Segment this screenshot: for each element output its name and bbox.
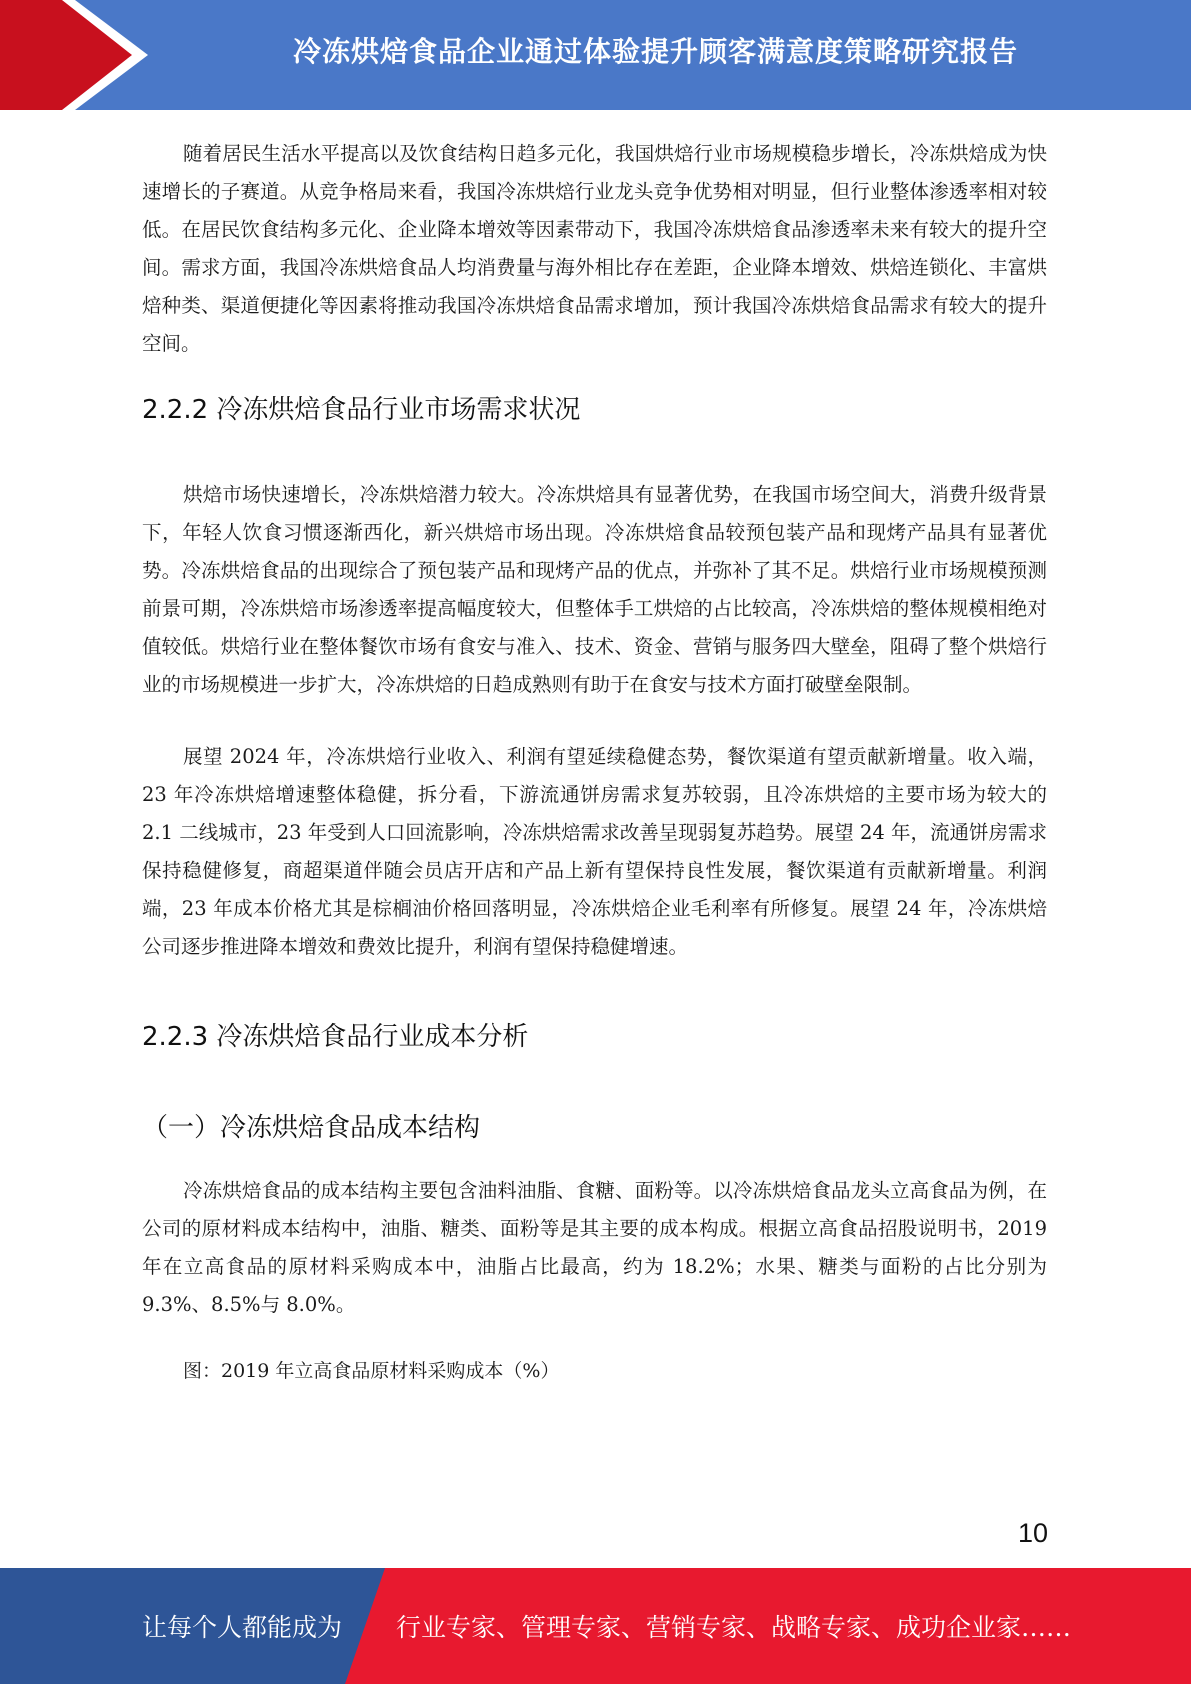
section-heading-2-2-2: 2.2.2 冷冻烘焙食品行业市场需求状况 — [142, 395, 581, 425]
body-paragraph: 冷冻烘焙食品的成本结构主要包含油料油脂、食糖、面粉等。以冷冻烘焙食品龙头立高食品为例，在公司的原材料成本结构中，油脂、糖类、面粉等是其主要的成本构成。根据立高食品招股说明书，2019 年在立高食品的原材料采购成本中，油脂占比最高，约为 18.2%；水果、糖类与面粉的占比分别为 9.3%、8.5%与 8.0%。 — [142, 1179, 1047, 1316]
body-paragraph: 烘焙市场快速增长，冷冻烘焙潜力较大。冷冻烘焙具有显著优势，在我国市场空间大，消费升级背景下，年轻人饮食习惯逐渐西化，新兴烘焙市场出现。冷冻烘焙食品较预包装产品和现烤产品具有显著优势。冷冻烘焙食品的出现综合了预包装产品和现烤产品的优点，并弥补了其不足。烘焙行业市场规模预测前景可期，冷冻烘焙市场渗透率提高幅度较大，但整体手工烘焙的占比较高，冷冻烘焙的整体规模相绝对值较低。烘焙行业在整体餐饮市场有食安与准入、技术、资金、营销与服务四大壁垒，阻碍了整个烘焙行业的市场规模进一步扩大，冷冻烘焙的日趋成熟则有助于在食安与技术方面打破壁垒限制。 — [142, 483, 1047, 696]
footer-slogan-left: 让每个人都能成为 — [142, 1613, 343, 1642]
footer-slogan-right: 行业专家、管理专家、营销专家、战略专家、成功企业家…… — [396, 1613, 1072, 1642]
body-paragraph: 展望 2024 年，冷冻烘焙行业收入、利润有望延续稳健态势，餐饮渠道有望贡献新增量。收入端，23 年冷冻烘焙增速整体稳健，拆分看，下游流通饼房需求复苏较弱，且冷冻烘焙的主要市场为较大的 2.1 二线城市，23 年受到人口回流影响，冷冻烘焙需求改善呈现弱复苏趋势。展望 24 年，流通饼房需求保持稳健修复，商超渠道伴随会员店开店和产品上新有望保持良性发展，餐饮渠道有贡献新增量。利润端，23 年成本价格尤其是棕榈油价格回落明显，冷冻烘焙企业毛利率有所修复。展望 24 年，冷冻烘焙公司逐步推进降本增效和费效比提升，利润有望保持稳健增速。 — [142, 745, 1047, 958]
section-heading-2-2-3: 2.2.3 冷冻烘焙食品行业成本分析 — [142, 1022, 529, 1052]
subsection-heading: （一）冷冻烘焙食品成本结构 — [142, 1113, 481, 1143]
body-paragraph: 随着居民生活水平提高以及饮食结构日趋多元化，我国烘焙行业市场规模稳步增长，冷冻烘焙成为快速增长的子赛道。从竞争格局来看，我国冷冻烘焙行业龙头竞争优势相对明显，但行业整体渗透率相对较低。在居民饮食结构多元化、企业降本增效等因素带动下，我国冷冻烘焙食品渗透率未来有较大的提升空间。需求方面，我国冷冻烘焙食品人均消费量与海外相比存在差距，企业降本增效、烘焙连锁化、丰富烘焙种类、渠道便捷化等因素将推动我国冷冻烘焙食品需求增加，预计我国冷冻烘焙食品需求有较大的提升空间。 — [142, 142, 1047, 355]
figure-caption: 图：2019 年立高食品原材料采购成本（%） — [183, 1360, 560, 1382]
page-number: 10 — [1017, 1518, 1048, 1548]
page-footer — [0, 1568, 1191, 1684]
report-title: 冷冻烘焙食品企业通过体验提升顾客满意度策略研究报告 — [292, 35, 1018, 68]
main-content — [142, 130, 1047, 1383]
page-header — [0, 0, 1191, 110]
